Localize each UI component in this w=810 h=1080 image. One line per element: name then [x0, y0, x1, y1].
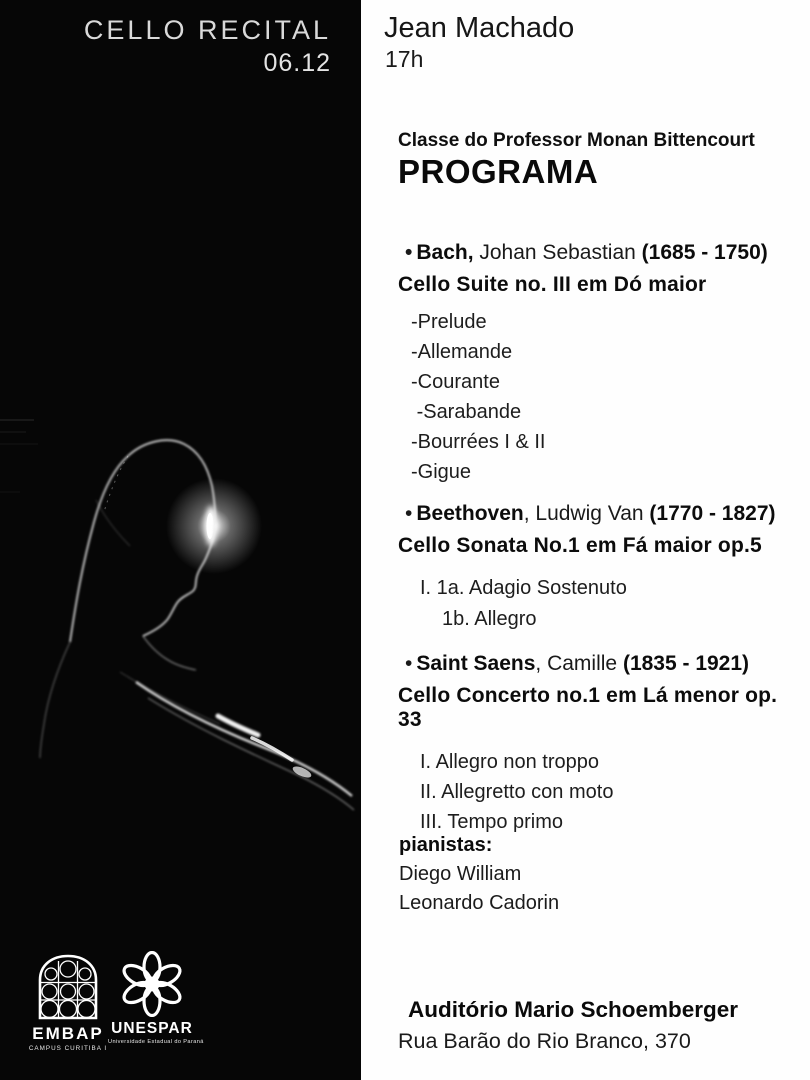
embap-logo-subtitle: CAMPUS CURITIBA I [28, 1045, 108, 1052]
unespar-logo-subtitle: Universidade Estadual do Paraná [108, 1039, 204, 1045]
bullet-icon: • [405, 241, 413, 264]
composer-surname: Saint Saens [416, 652, 536, 675]
movement: -Bourrées I & II [411, 431, 546, 453]
program-section-bach [398, 241, 798, 487]
venue-block [398, 997, 738, 1054]
composer-line [398, 652, 798, 676]
unespar-flower-icon [119, 951, 185, 1017]
movement-list [398, 747, 798, 837]
unespar-logo-block [108, 951, 204, 1045]
left-photo-panel [0, 0, 361, 1080]
composer-years: (1685 - 1750) [641, 241, 768, 264]
movement: I. Allegro non troppo [420, 751, 600, 773]
composer-years: (1835 - 1921) [622, 652, 750, 675]
composer-given-names: Johan Sebastian [473, 241, 642, 264]
professor-class-line: Classe do Professor Monan Bittencourt [398, 130, 755, 151]
movement-list [398, 573, 798, 635]
composer-given-names: , Ludwig Van [523, 502, 650, 525]
pianist-name: Leonardo Cadorin [399, 892, 560, 914]
composer-years: (1770 - 1827) [649, 502, 776, 525]
unespar-logo-name: UNESPAR [111, 1020, 193, 1037]
embap-window-icon [37, 953, 99, 1021]
composer-given-names: , Camille [535, 652, 623, 675]
performer-name: Jean Machado [384, 12, 575, 44]
performance-time: 17h [385, 46, 424, 72]
pianists-label: pianistas: [399, 834, 493, 856]
venue-name: Auditório Mario Schoemberger [408, 997, 739, 1022]
recital-title: CELLO RECITAL [83, 15, 331, 45]
movement: -Gigue [411, 461, 472, 483]
movement: 1b. Allegro [442, 608, 537, 630]
composer-surname: Beethoven [416, 502, 524, 525]
movement: -Allemande [411, 341, 513, 363]
program-section-beethoven [398, 502, 798, 635]
movement: -Courante [411, 371, 500, 393]
work-title: Cello Suite no. III em Dó maior [398, 273, 707, 296]
composer-line [398, 241, 798, 265]
movement: -Prelude [411, 311, 487, 333]
composer-line [398, 502, 798, 526]
bullet-icon: • [405, 502, 413, 525]
work-title: Cello Concerto no.1 em Lá menor op. 33 [398, 684, 778, 731]
venue-address: Rua Barão do Rio Branco, 370 [398, 1029, 691, 1053]
embap-logo-name: EMBAP [32, 1024, 104, 1043]
movement: -Sarabande [411, 401, 522, 423]
recital-date: 06.12 [263, 49, 331, 77]
movement: II. Allegretto con moto [420, 781, 614, 803]
embap-logo-block [28, 953, 108, 1052]
movement: I. 1a. Adagio Sostenuto [420, 577, 627, 599]
pianists-block [399, 831, 559, 918]
cellist-silhouette-image [0, 380, 361, 830]
program-header [398, 130, 755, 191]
pianist-name: Diego William [399, 863, 522, 885]
program-section-saint-saens [398, 652, 798, 837]
movement-list [398, 307, 798, 487]
bullet-icon: • [405, 652, 413, 675]
work-title: Cello Sonata No.1 em Fá maior op.5 [398, 534, 762, 557]
movement: III. Tempo primo [420, 811, 564, 833]
program-title: PROGRAMA [398, 153, 599, 190]
composer-surname: Bach, [416, 241, 474, 264]
